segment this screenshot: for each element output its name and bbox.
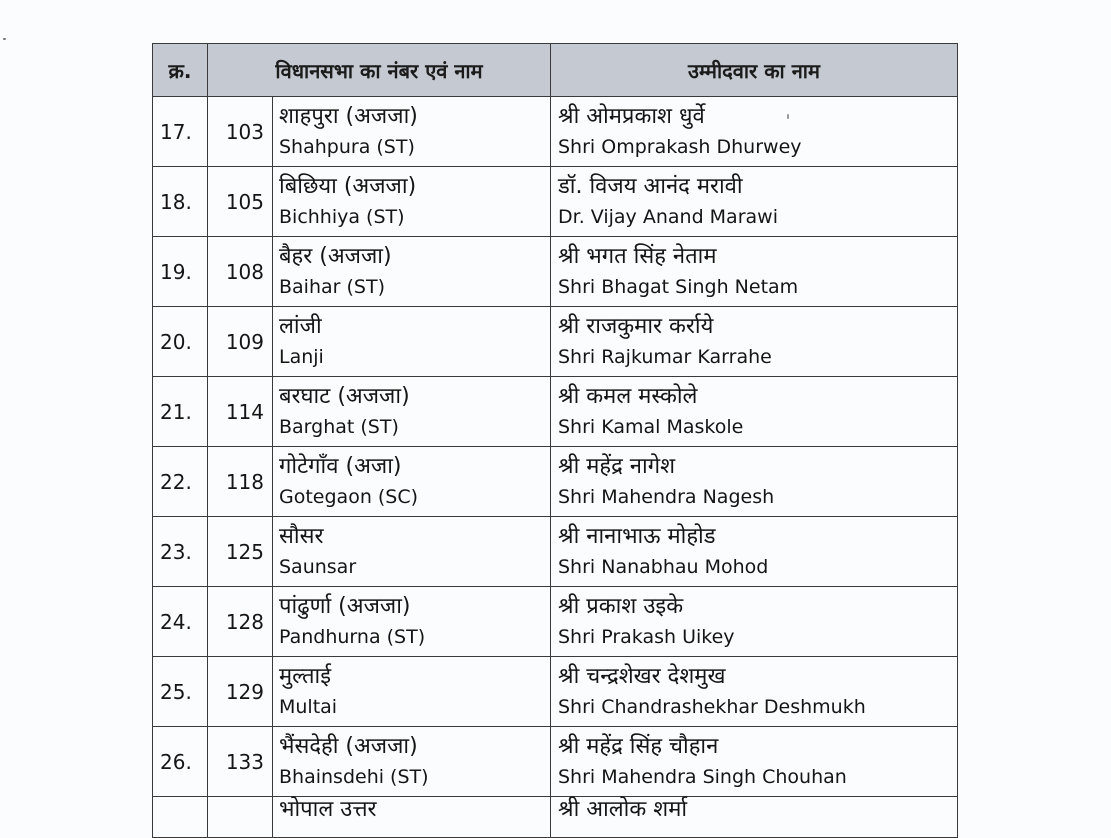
constituency-cell: [273, 447, 551, 517]
serial-number: 23.: [153, 517, 208, 587]
candidate-cell: [551, 657, 958, 727]
table-row: [153, 167, 958, 237]
constituency-name-hindi: पांढुर्णा (अजजा): [279, 593, 411, 619]
candidate-name-english: Shri Nanabhau Mohod: [558, 555, 769, 578]
table-row: [153, 377, 958, 447]
candidate-cell: [551, 377, 958, 447]
table-row: [153, 657, 958, 727]
constituency-number: 129: [208, 657, 273, 727]
serial-number: 19.: [153, 237, 208, 307]
candidate-cell: [551, 797, 958, 838]
candidate-name-english: Shri Bhagat Singh Netam: [558, 275, 799, 298]
candidate-name-english: Dr. Vijay Anand Marawi: [558, 205, 778, 228]
constituency-name-english: Bichhiya (ST): [279, 205, 405, 228]
constituency-name-hindi: बैहर (अजजा): [279, 243, 392, 269]
constituency-number: 133: [208, 727, 273, 797]
candidate-cell: [551, 517, 958, 587]
candidate-name-english: Shri Rajkumar Karrahe: [558, 345, 772, 368]
candidate-cell: [551, 727, 958, 797]
serial-number: 24.: [153, 587, 208, 657]
constituency-name-hindi: शाहपुरा (अजजा): [279, 103, 418, 129]
table-row: [153, 237, 958, 307]
serial-number: 17.: [153, 97, 208, 167]
candidate-name-hindi: श्री चन्द्रशेखर देशमुख: [558, 663, 726, 689]
constituency-cell: [273, 97, 551, 167]
serial-number: 22.: [153, 447, 208, 517]
constituency-name-english: Barghat (ST): [279, 415, 399, 438]
constituency-number: 108: [208, 237, 273, 307]
candidate-cell: [551, 237, 958, 307]
constituency-number: 114: [208, 377, 273, 447]
candidate-name-hindi: श्री कमल मस्कोले: [558, 383, 698, 409]
constituency-cell: [273, 517, 551, 587]
constituency-name-english: Gotegaon (SC): [279, 485, 419, 508]
table-row: [153, 447, 958, 517]
candidate-name-hindi: डॉ. विजय आनंद मरावी: [558, 173, 743, 199]
candidate-name-hindi: श्री महेंद्र सिंह चौहान: [558, 733, 719, 759]
constituency-cell: [273, 727, 551, 797]
table-row: [153, 97, 958, 167]
constituency-name-hindi: लांजी: [279, 313, 322, 339]
constituency-cell: [273, 797, 551, 838]
candidate-list-table: [152, 43, 958, 838]
table-row-partial: [153, 797, 958, 838]
candidate-name-hindi: श्री राजकुमार कर्राये: [558, 313, 714, 339]
candidate-name-english: Shri Prakash Uikey: [558, 625, 735, 648]
constituency-name-english: Pandhurna (ST): [279, 625, 426, 648]
serial-number: 21.: [153, 377, 208, 447]
constituency-name-hindi: मुल्ताई: [279, 663, 332, 689]
constituency-name-english: Bhainsdehi (ST): [279, 765, 429, 788]
table-body: [153, 97, 958, 838]
table-row: [153, 727, 958, 797]
table-row: [153, 587, 958, 657]
constituency-number: 109: [208, 307, 273, 377]
constituency-number: 105: [208, 167, 273, 237]
candidate-name-hindi: श्री भगत सिंह नेताम: [558, 243, 717, 269]
candidate-name-hindi: श्री नानाभाऊ मोहोड: [558, 523, 716, 549]
constituency-cell: [273, 237, 551, 307]
header-constituency: विधानसभा का नंबर एवं नाम: [208, 44, 551, 97]
constituency-cell: [273, 377, 551, 447]
serial-number: 25.: [153, 657, 208, 727]
constituency-name-english: Lanji: [279, 345, 324, 368]
candidate-name-english: Shri Chandrashekhar Deshmukh: [558, 695, 866, 718]
constituency-name-hindi: बिछिया (अजजा): [279, 173, 417, 199]
constituency-name-hindi: भैंसदेही (अजजा): [279, 733, 418, 759]
constituency-cell: [273, 657, 551, 727]
candidate-name-english: Shri Kamal Maskole: [558, 415, 744, 438]
constituency-name-english: Saunsar: [279, 555, 357, 578]
constituency-number: 125: [208, 517, 273, 587]
header-serial: क्र.: [153, 44, 208, 97]
candidate-name-english: Shri Mahendra Nagesh: [558, 485, 775, 508]
constituency-cell: [273, 167, 551, 237]
constituency-cell: [273, 587, 551, 657]
candidate-name-hindi: श्री आलोक शर्मा: [558, 797, 688, 822]
serial-number: 26.: [153, 727, 208, 797]
header-candidate: उम्मीदवार का नाम: [551, 44, 958, 97]
constituency-name-english: Baihar (ST): [279, 275, 385, 298]
table-row: [153, 517, 958, 587]
candidate-name-english: Shri Omprakash Dhurwey: [558, 135, 802, 158]
candidate-name-hindi: श्री ओमप्रकाश धुर्वे: [558, 103, 705, 129]
candidate-cell: [551, 447, 958, 517]
constituency-name-hindi: गोटेगाँव (अजा): [279, 453, 402, 479]
candidate-cell: [551, 307, 958, 377]
constituency-number: 128: [208, 587, 273, 657]
candidate-cell: [551, 167, 958, 237]
constituency-name-english: Shahpura (ST): [279, 135, 415, 158]
constituency-number: [208, 797, 273, 838]
serial-number: 18.: [153, 167, 208, 237]
candidate-name-hindi: श्री महेंद्र नागेश: [558, 453, 676, 479]
constituency-cell: [273, 307, 551, 377]
candidate-name-hindi: श्री प्रकाश उइके: [558, 593, 684, 619]
table-row: [153, 307, 958, 377]
constituency-name-hindi: सौसर: [279, 523, 324, 549]
serial-number: [153, 797, 208, 838]
constituency-name-hindi: बरघाट (अजजा): [279, 383, 410, 409]
candidate-cell: [551, 97, 958, 167]
constituency-number: 118: [208, 447, 273, 517]
scan-speck: [3, 38, 6, 40]
constituency-number: 103: [208, 97, 273, 167]
constituency-name-english: Multai: [279, 695, 338, 718]
serial-number: 20.: [153, 307, 208, 377]
constituency-name-hindi: भोपाल उत्तर: [279, 797, 377, 822]
candidate-cell: [551, 587, 958, 657]
candidate-name-english: Shri Mahendra Singh Chouhan: [558, 765, 847, 788]
table-header-row: [153, 44, 958, 97]
